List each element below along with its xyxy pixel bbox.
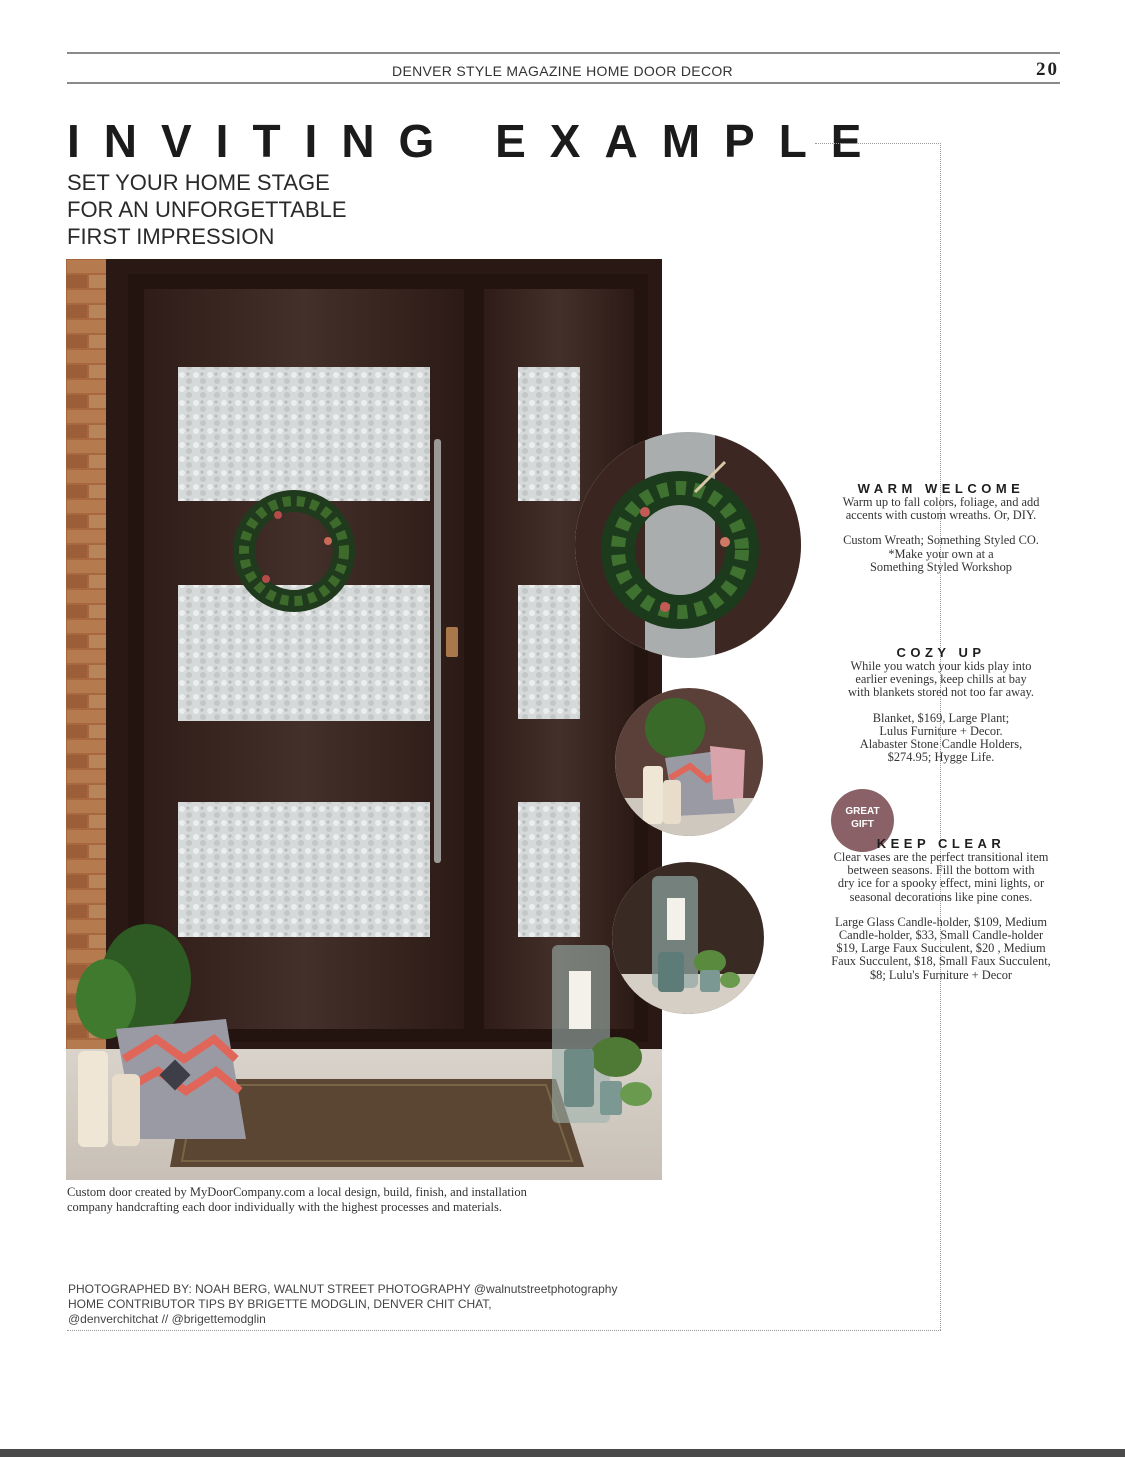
badge-line: GIFT [851, 819, 874, 830]
front-door-photo [66, 259, 662, 1180]
section-details [816, 534, 1066, 574]
body-line: between seasons. Fill the bottom with [847, 863, 1035, 878]
page-number: 20 [1036, 59, 1059, 80]
warm-welcome-section [816, 481, 1066, 574]
cozy-up-section [816, 645, 1066, 764]
body-line: $8; Lulu's Furniture + Decor [869, 967, 1013, 982]
magazine-header-title: DENVER STYLE MAGAZINE HOME DOOR DECOR [392, 63, 733, 79]
body-line: *Make your own at a [888, 546, 994, 561]
body-line: earlier evenings, keep chills at bay [855, 672, 1027, 687]
body-line: Custom Wreath; Something Styled CO. [843, 533, 1039, 548]
body-line: Lulus Furniture + Decor. [879, 723, 1003, 738]
body-line: accents with custom wreaths. Or, DIY. [845, 508, 1037, 523]
caption-line: Custom door created by MyDoorCompany.com a local design, build, finish, and installation [67, 1185, 527, 1199]
body-line: While you watch your kids play into [850, 659, 1032, 673]
caption-line: company handcrafting each door individually with the highest processes and materials. [67, 1200, 502, 1214]
body-line: Clear vases are the perfect transitional item [833, 850, 1049, 864]
body-line: Faux Succulent, $18, Small Faux Succulent, [831, 954, 1051, 969]
section-title: KEEP CLEAR [876, 836, 1006, 851]
body-line: Large Glass Candle-holder, $109, Medium [835, 914, 1047, 929]
header-top-rule [67, 52, 1060, 54]
body-line: dry ice for a spooky effect, mini lights, or [837, 876, 1045, 891]
section-intro [816, 496, 1066, 522]
body-line: Alabaster Stone Candle Holders, [859, 737, 1023, 752]
body-line: $274.95; Hygge Life. [887, 750, 995, 765]
body-line: Warm up to fall colors, foliage, and add [842, 495, 1040, 509]
body-line: $19, Large Faux Succulent, $20 , Medium [836, 941, 1046, 956]
article-subheadline [67, 169, 387, 250]
section-title: COZY UP [896, 645, 986, 660]
body-line: Candle-holder, $33, Small Candle-holder [838, 928, 1044, 943]
viewer-bottom-bar [0, 1449, 1125, 1457]
section-title: WARM WELCOME [857, 481, 1025, 496]
photo-caption [67, 1185, 627, 1215]
section-details [816, 916, 1066, 982]
badge-line: GREAT [845, 806, 880, 817]
wreath-closeup-circle [575, 432, 801, 658]
body-line: with blankets stored not too far away. [847, 685, 1035, 700]
body-line: seasonal decorations like pine cones. [849, 889, 1033, 904]
subheadline-line: FIRST IMPRESSION [67, 224, 275, 249]
blanket-candles-circle [615, 688, 763, 836]
glass-candle-holder-circle [612, 862, 764, 1014]
credits-line: HOME CONTRIBUTOR TIPS BY BRIGETTE MODGLIN, DENVER CHIT CHAT, [68, 1297, 492, 1311]
section-intro [816, 851, 1066, 904]
subheadline-line: SET YOUR HOME STAGE [67, 170, 330, 195]
body-line: Blanket, $169, Large Plant; [872, 710, 1010, 725]
photo-credits [68, 1282, 617, 1327]
header-bottom-rule [67, 82, 1060, 84]
keep-clear-section [816, 836, 1066, 982]
frame-top-dotted-line [815, 143, 941, 144]
subheadline-line: FOR AN UNFORGETTABLE [67, 197, 347, 222]
article-headline: INVITING EXAMPLE [67, 115, 886, 167]
section-details [816, 712, 1066, 765]
section-intro [816, 660, 1066, 700]
frame-bottom-dotted-line [67, 1330, 941, 1331]
credits-line: PHOTOGRAPHED BY: NOAH BERG, WALNUT STREET PHOTOGRAPHY @walnutstreetphotography [68, 1282, 618, 1296]
body-line: Something Styled Workshop [870, 559, 1012, 574]
credits-line: @denverchitchat // @brigettemodglin [68, 1312, 266, 1326]
